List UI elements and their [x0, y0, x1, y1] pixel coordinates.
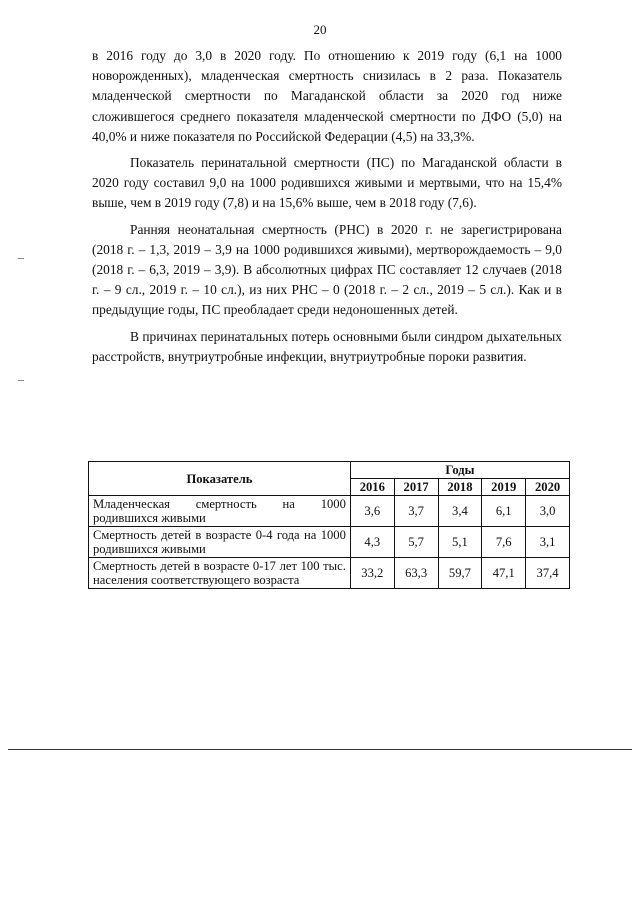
row-value: 63,3	[394, 558, 438, 589]
row-label: Смертность детей в возрасте 0-17 лет 100 тыс. населения соответствующего возраста	[89, 558, 351, 589]
margin-mark	[18, 258, 24, 259]
year-header: 2019	[482, 479, 526, 496]
row-value: 5,7	[394, 527, 438, 558]
table-row	[89, 558, 570, 589]
row-value: 3,1	[526, 527, 570, 558]
row-label: Смертность детей в возрасте 0-4 года на 1000 родившихся живыми	[89, 527, 351, 558]
row-value: 4,3	[350, 527, 394, 558]
body-text	[92, 46, 562, 373]
table-row	[89, 527, 570, 558]
year-header: 2020	[526, 479, 570, 496]
row-value: 3,7	[394, 496, 438, 527]
row-value: 47,1	[482, 558, 526, 589]
row-value: 37,4	[526, 558, 570, 589]
row-label: Младенческая смертность на 1000 родившихся живыми	[89, 496, 351, 527]
indicator-header: Показатель	[89, 462, 351, 496]
paragraph: Ранняя неонатальная смертность (РНС) в 2020 г. не зарегистрирована (2018 г. – 1,3, 2019 – 3,9 на 1000 родившихся живыми), мертворождаемость – 9,0 (2018 г. – 6,3, 2019 – 3,9). В абсолютных цифрах ПС составляет 12 случаев (2018 г. – 9 сл., 2019 г. – 10 сл.), из них РНС – 0 (2018 г. – 2 сл., 2019 – 5 сл.). Как и в предыдущие годы, ПС преобладает среди недоношенных детей.	[92, 221, 562, 318]
paragraph: в 2016 году до 3,0 в 2020 году. По отношению к 2019 году (6,1 на 1000 новорожденных), младенческая смертность снизилась в 2 раза. Показатель младенческой смертности по Магаданской области за 2020 год ниже сложившегося среднего показателя младенческой смертности по ДФО (5,0) на 40,0% и ниже показателя по Российской Федерации (4,5) на 33,3%.	[92, 48, 562, 144]
page-number: 20	[313, 22, 327, 37]
table-header-row	[89, 462, 570, 479]
row-value: 33,2	[350, 558, 394, 589]
row-value: 3,0	[526, 496, 570, 527]
year-header: 2017	[394, 479, 438, 496]
row-value: 59,7	[438, 558, 482, 589]
row-value: 5,1	[438, 527, 482, 558]
page-bottom-rule	[8, 749, 632, 750]
year-header: 2018	[438, 479, 482, 496]
row-value: 3,6	[350, 496, 394, 527]
margin-mark	[18, 380, 24, 381]
year-header: 2016	[350, 479, 394, 496]
row-value: 3,4	[438, 496, 482, 527]
row-value: 6,1	[482, 496, 526, 527]
paragraph: В причинах перинатальных потерь основными были синдром дыхательных расстройств, внутриутробные инфекции, внутриутробные пороки развития.	[92, 328, 562, 364]
table-row	[89, 496, 570, 527]
paragraph: Показатель перинатальной смертности (ПС) по Магаданской области в 2020 году составил 9,0 на 1000 родившихся живыми и мертвыми, что на 15,4% выше, чем в 2019 году (7,8) и на 15,6% выше, чем в 2018 году (7,6).	[92, 155, 562, 211]
years-header: Годы	[350, 462, 569, 479]
row-value: 7,6	[482, 527, 526, 558]
mortality-table	[88, 461, 570, 589]
